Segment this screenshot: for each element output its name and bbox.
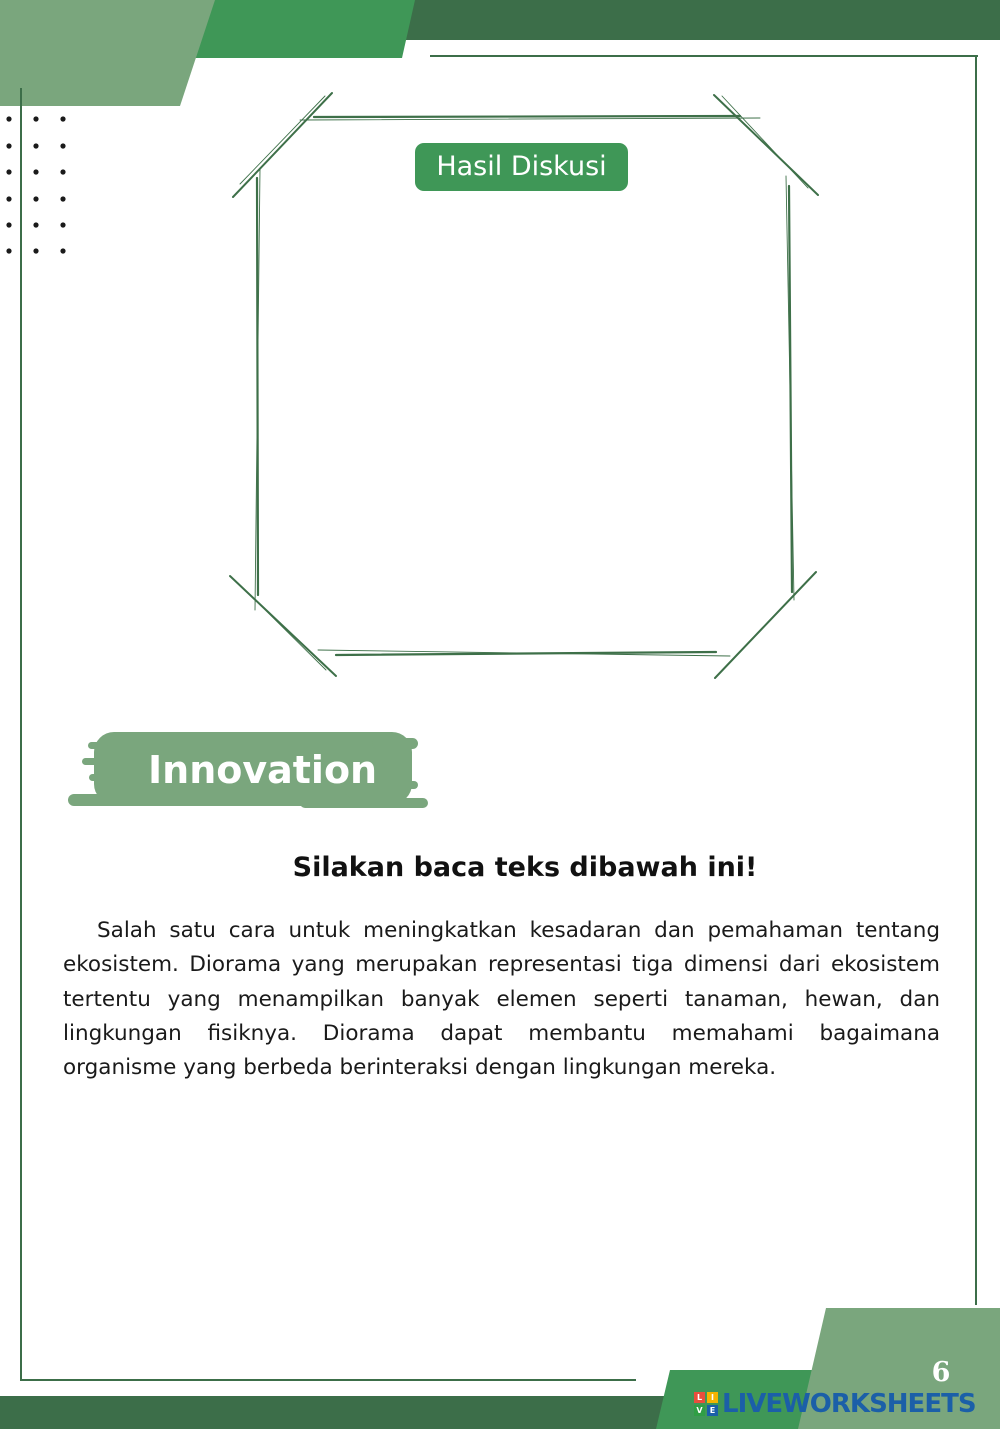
logo-letter-v: V [694, 1405, 705, 1416]
body-paragraph: Salah satu cara untuk meningkatkan kesadaran dan pemahaman tentang ekosistem. Diorama yang merupakan representasi tiga dimensi dari ekosistem tertentu yang menampilkan banyak elemen seperti tanaman, hewan, dan lingkungan fisiknya. Diorama dapat membantu memahami bagaimana organisme yang berbeda berinteraksi dengan lingkungan mereka. [63, 918, 940, 1081]
logo-letter-e: E [707, 1405, 718, 1416]
brand-name: LIVEWORKSHEETS [722, 1389, 976, 1419]
logo-letter-l: L [694, 1392, 705, 1403]
instruction-heading: Silakan baca teks dibawah ini! [292, 852, 758, 883]
liveworksheets-logo-icon [694, 1392, 718, 1416]
top-band-light [0, 0, 215, 106]
page-number: 6 [931, 1357, 951, 1388]
dot-grid [6, 116, 65, 253]
liveworksheets-brand[interactable] [694, 1388, 976, 1420]
logo-letter-i: I [707, 1392, 718, 1403]
hasil-diskusi-label: Hasil Diskusi [415, 143, 628, 191]
section-title: Innovation [148, 748, 378, 792]
